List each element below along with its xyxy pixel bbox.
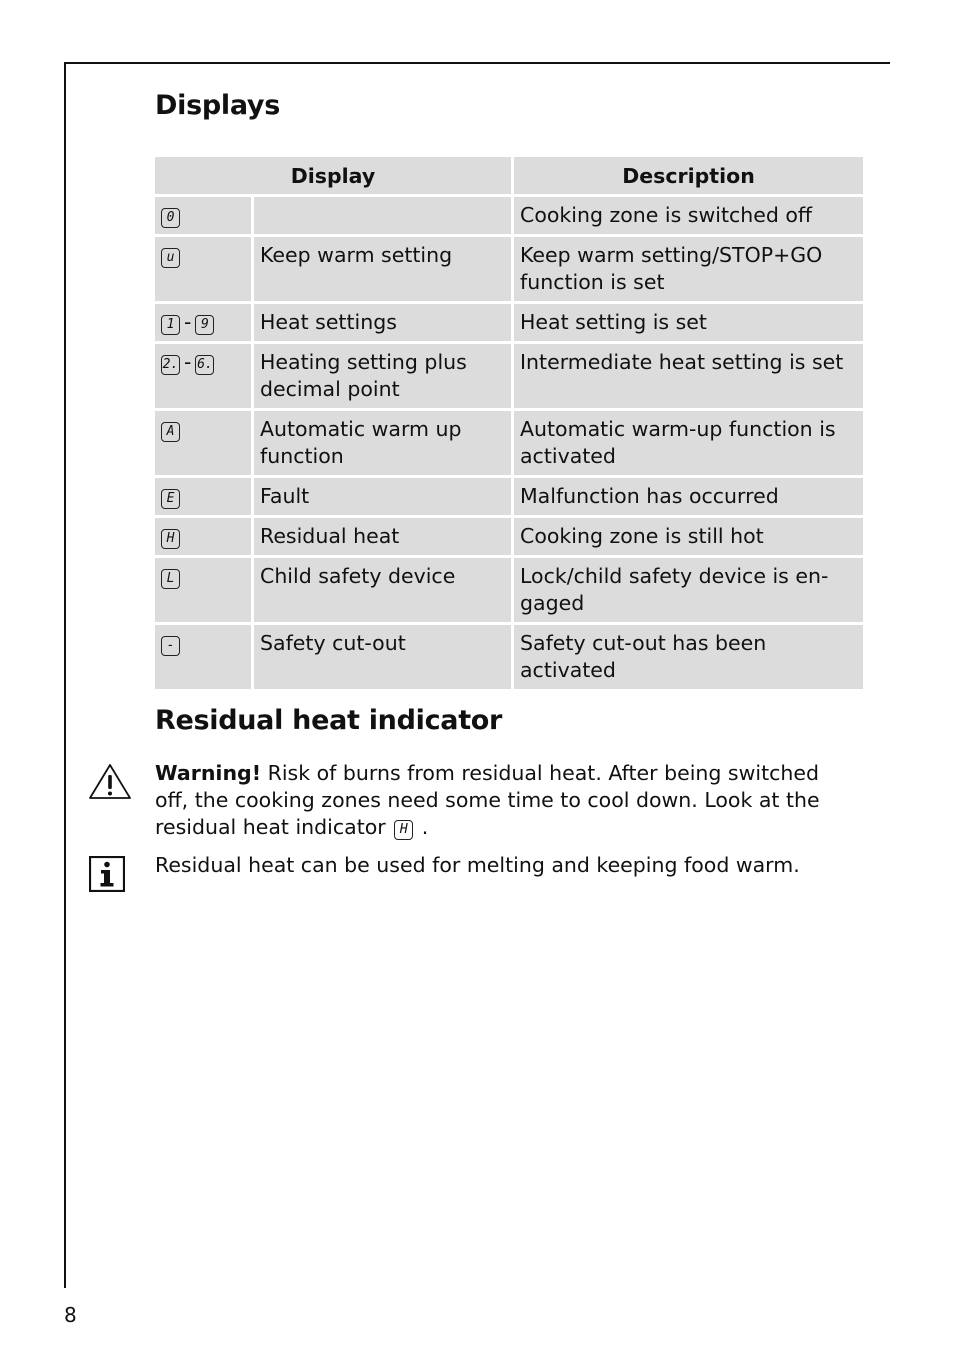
display-symbol-cell — [155, 344, 254, 411]
range-separator: - — [184, 350, 192, 374]
display-symbol: L — [161, 569, 180, 589]
display-symbol: 1 — [161, 315, 180, 335]
column-header-description: Description — [514, 157, 863, 197]
display-symbol-cell — [155, 411, 254, 478]
display-name: Keep warm setting — [254, 237, 514, 304]
display-description: Cooking zone is still hot — [514, 518, 863, 558]
display-description: Automatic warm-up function is activated — [514, 411, 863, 478]
warning-end: . — [415, 815, 429, 839]
table-row — [155, 304, 863, 344]
display-name: Child safety device — [254, 558, 514, 625]
display-description: Cooking zone is switched off — [514, 197, 863, 237]
display-description: Keep warm setting/STOP+GO function is set — [514, 237, 863, 304]
display-symbol: u — [161, 248, 180, 268]
page-frame-top-rule — [64, 62, 890, 64]
display-symbol-cell — [155, 304, 254, 344]
page-number: 8 — [64, 1303, 77, 1327]
range-separator: - — [184, 310, 192, 334]
display-symbol-cell — [155, 197, 254, 237]
display-description: Lock/child safety device is en-gaged — [514, 558, 863, 625]
displays-table — [155, 157, 863, 692]
table-row — [155, 478, 863, 518]
display-symbol: 9 — [195, 315, 214, 335]
table-row — [155, 411, 863, 478]
display-name: Residual heat — [254, 518, 514, 558]
display-symbol-cell — [155, 237, 254, 304]
display-name: Safety cut-out — [254, 625, 514, 692]
warning-text: Risk of burns from residual heat. After being switched off, the cooking zones need some time to cool down. Look at the residual heat indicator — [155, 761, 820, 839]
table-row — [155, 625, 863, 692]
display-description: Safety cut-out has been activated — [514, 625, 863, 692]
page-frame-left-rule — [64, 62, 66, 1288]
table-row — [155, 237, 863, 304]
display-name — [254, 197, 514, 237]
residual-heat-heading: Residual heat indicator — [155, 705, 503, 736]
display-symbol: H — [161, 529, 180, 549]
column-header-display: Display — [155, 157, 514, 197]
info-icon — [89, 856, 125, 892]
display-name: Heat settings — [254, 304, 514, 344]
displays-heading: Displays — [155, 90, 280, 121]
display-name: Fault — [254, 478, 514, 518]
display-symbol-cell — [155, 478, 254, 518]
info-paragraph: Residual heat can be used for melting and keeping food warm. — [155, 853, 800, 877]
display-symbol-cell — [155, 625, 254, 692]
display-description: Heat setting is set — [514, 304, 863, 344]
warning-paragraph — [155, 760, 855, 841]
display-symbol-cell — [155, 518, 254, 558]
display-name: Heating setting plus decimal point — [254, 344, 514, 411]
table-row — [155, 518, 863, 558]
display-symbol: E — [161, 489, 180, 509]
display-description: Malfunction has occurred — [514, 478, 863, 518]
table-row — [155, 558, 863, 625]
display-symbol: 2. — [161, 355, 180, 375]
warning-label: Warning! — [155, 761, 262, 785]
table-row — [155, 344, 863, 411]
display-symbol: 6. — [195, 355, 214, 375]
display-name: Automatic warm up function — [254, 411, 514, 478]
display-symbol-cell — [155, 558, 254, 625]
table-header-row — [155, 157, 863, 197]
display-symbol: 0 — [161, 208, 180, 228]
warning-triangle-icon — [88, 763, 132, 801]
residual-heat-symbol: H — [394, 820, 413, 840]
display-symbol: A — [161, 422, 180, 442]
table-row — [155, 197, 863, 237]
display-symbol: - — [161, 636, 180, 656]
display-description: Intermediate heat setting is set — [514, 344, 863, 411]
